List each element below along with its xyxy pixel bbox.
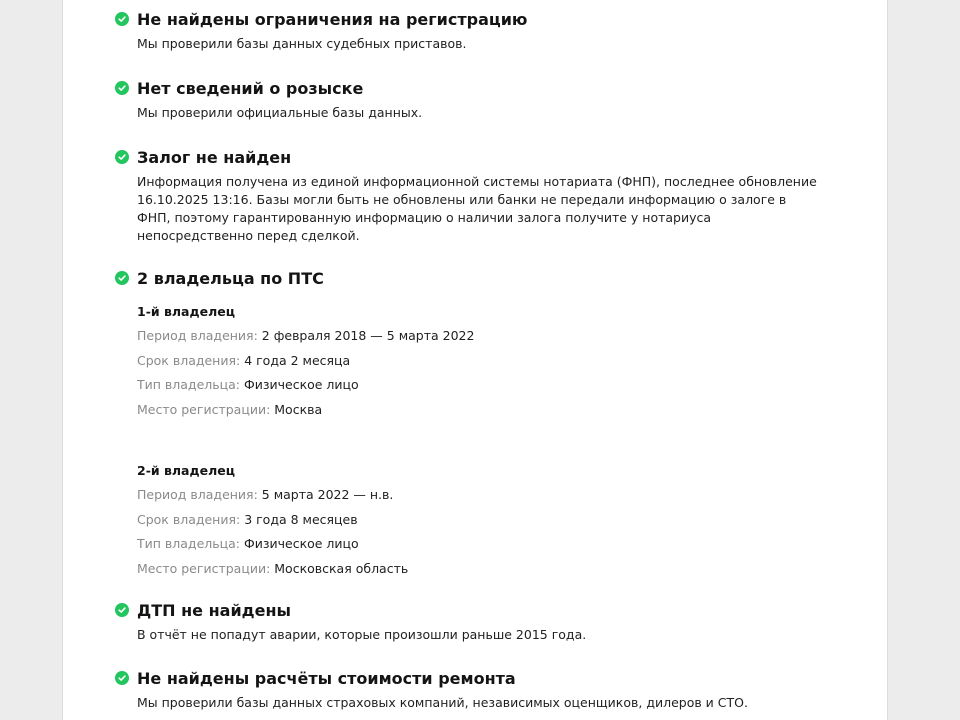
owner-term-row: [137, 352, 737, 377]
check-circle-icon: [115, 603, 129, 617]
owner-type-value: Физическое лицо: [243, 536, 359, 551]
check-circle-icon: [115, 271, 129, 285]
section-description: В отчёт не попадут аварии, которые произошли раньше 2015 года.: [137, 627, 587, 642]
owner-period-label: Период владения:: [137, 487, 262, 502]
section-title: Нет сведений о розыске: [137, 78, 364, 98]
section-description: Мы проверили базы данных судебных приставов.: [137, 36, 467, 51]
owner-place-value: Московская область: [274, 560, 409, 576]
section-wanted: [115, 76, 835, 122]
owner-term-row: [137, 511, 737, 536]
section-title: Не найдены расчёты стоимости ремонта: [137, 668, 516, 688]
section-title: ДТП не найдены: [137, 600, 291, 620]
owner-place-value: Москва: [274, 401, 323, 417]
owner-title: 2-й владелец: [137, 463, 235, 478]
owner-type-row: [137, 376, 737, 401]
section-repair-estimates: [115, 666, 835, 712]
owner-type-label: Тип владельца:: [137, 536, 244, 551]
owner-place-row: [137, 560, 737, 585]
owner-term-value: 4 года 2 месяца: [244, 352, 351, 368]
owner-period-row: [137, 486, 737, 511]
owner-period-label: Период владения:: [137, 328, 262, 343]
owner-block-1: [137, 303, 737, 425]
owner-term-value: 3 года 8 месяцев: [244, 511, 358, 527]
owner-place-label: Место регистрации:: [137, 560, 275, 576]
report-card: [62, 0, 888, 720]
check-circle-icon: [115, 671, 129, 685]
section-accidents: [115, 598, 835, 644]
section-header: [115, 266, 835, 290]
owner-place-label: Место регистрации:: [137, 401, 275, 417]
section-owners: [115, 266, 835, 290]
check-circle-icon: [115, 150, 129, 164]
owner-type-row: [137, 535, 737, 560]
section-description: Информация получена из единой информационной системы нотариата (ФНП), последнее обновление 16.10.2025 13:16. Базы могли быть не обновлены или банки не передали информацию о залоге в ФНП, поэтому гарантированную информацию о наличии залога получите у нотариуса непосредственно перед сделкой.: [137, 174, 817, 243]
owner-term-label: Срок владения:: [137, 511, 245, 527]
section-header: [115, 666, 835, 690]
section-pledge: [115, 145, 835, 245]
section-header: [115, 598, 835, 622]
owner-type-value: Физическое лицо: [243, 377, 359, 392]
owner-period-value: 5 марта 2022 — н.в.: [261, 487, 394, 502]
section-title: 2 владельца по ПТС: [137, 268, 324, 288]
section-header: [115, 7, 835, 31]
owner-place-row: [137, 401, 737, 426]
owner-term-label: Срок владения:: [137, 352, 245, 368]
section-title: Залог не найден: [137, 147, 292, 167]
owner-type-label: Тип владельца:: [137, 377, 244, 392]
section-header: [115, 145, 835, 169]
section-description: Мы проверили официальные базы данных.: [137, 105, 423, 120]
section-title: Не найдены ограничения на регистрацию: [137, 9, 528, 29]
check-circle-icon: [115, 12, 129, 26]
owner-title: 1-й владелец: [137, 304, 235, 319]
owner-period-value: 2 февраля 2018 — 5 марта 2022: [261, 328, 475, 343]
owner-block-2: [137, 462, 737, 584]
owner-period-row: [137, 327, 737, 352]
section-registration-restrictions: [115, 7, 835, 53]
section-header: [115, 76, 835, 100]
section-description: Мы проверили базы данных страховых компаний, независимых оценщиков, дилеров и СТО.: [137, 695, 748, 710]
check-circle-icon: [115, 81, 129, 95]
